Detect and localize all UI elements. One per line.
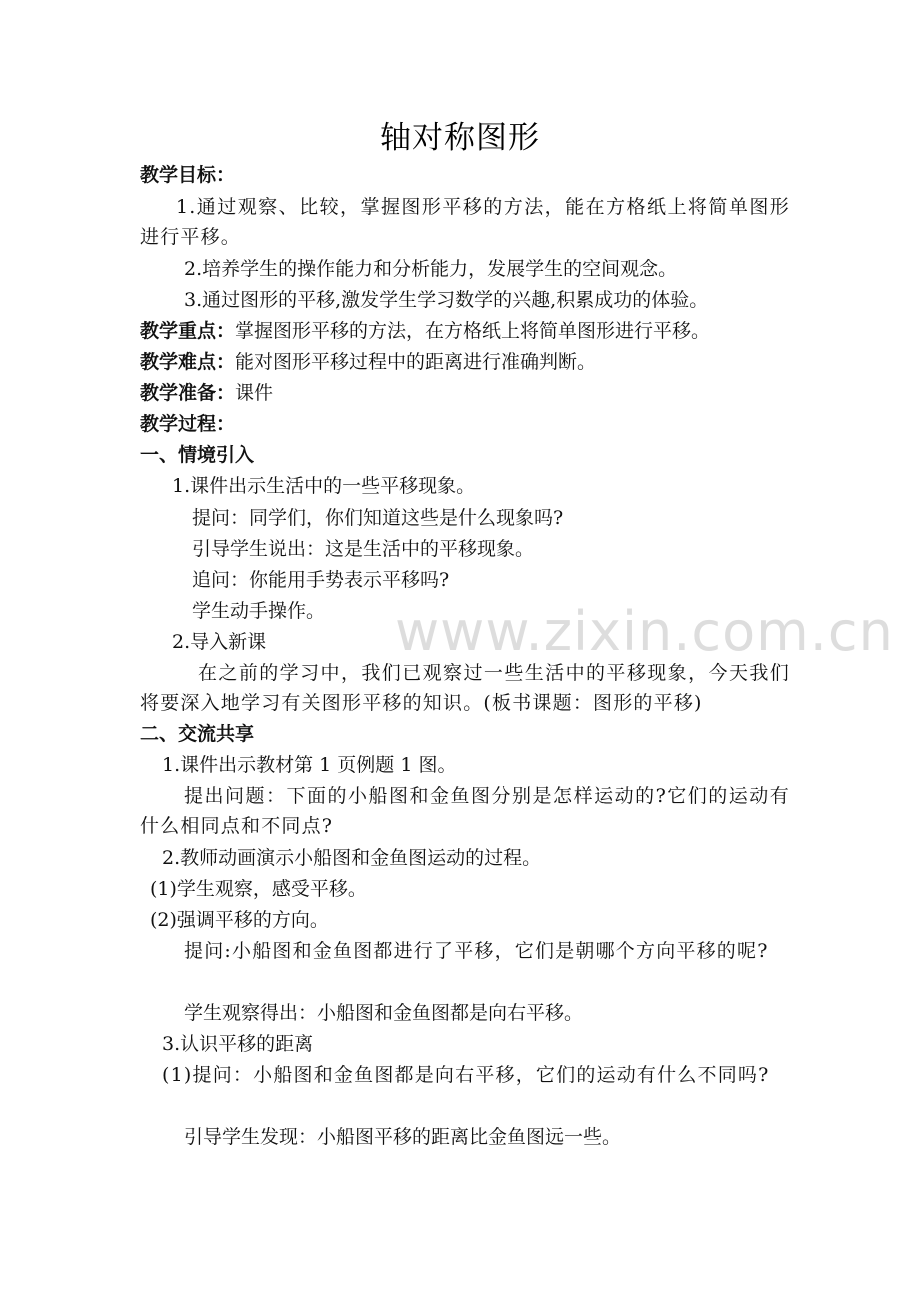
section2-step2: 2.教师动画演示小船图和金鱼图运动的过程。 [162, 847, 542, 869]
watermark: www.zixin.com.cn [395, 600, 894, 663]
objective-item: 1.通过观察、比较，掌握图形平移的方法，能在方格纸上将简单图形进行平移。 [140, 196, 790, 248]
section2-discovery: 引导学生发现：小船图平移的距离比金鱼图远一些。 [184, 1126, 622, 1148]
objective-item: 2.培养学生的操作能力和分析能力，发展学生的空间观念。 [184, 258, 678, 280]
section2-step2a: (1)学生观察，感受平移。 [150, 878, 367, 900]
section2-step3a: (1)提问：小船图和金鱼图都是向右平移，它们的运动有什么不同吗? [162, 1064, 770, 1086]
difficulty-label: 教学难点： [140, 351, 236, 373]
section1-followup: 追问：你能用手势表示平移吗? [192, 569, 450, 591]
section2-step2b: (2)强调平移的方向。 [150, 909, 329, 931]
section2-step3: 3.认识平移的距离 [162, 1033, 314, 1055]
section1-heading: 一、情境引入 [140, 444, 255, 466]
section1-step1: 1.课件出示生活中的一些平移现象。 [172, 475, 476, 497]
process-heading: 教学过程： [140, 413, 236, 435]
section1-intro-paragraph: 在之前的学习中，我们已观察过一些生活中的平移现象，今天我们将要深入地学习有关图形平移的知识。(板书课题：图形的平移) [140, 662, 790, 714]
section2-observation: 学生观察得出：小船图和金鱼图都是向右平移。 [184, 1002, 584, 1024]
objectives-heading: 教学目标： [140, 164, 236, 186]
preparation [140, 378, 790, 408]
section1-activity: 学生动手操作。 [192, 600, 326, 622]
preparation-text: 课件 [235, 382, 274, 404]
section1-guide: 引导学生说出：这是生活中的平移现象。 [192, 538, 535, 560]
section1-step2: 2.导入新课 [172, 631, 267, 653]
objective-item: 3.通过图形的平移,激发学生学习数学的兴趣,积累成功的体验。 [184, 289, 709, 311]
section1-question: 提问：同学们，你们知道这些是什么现象吗? [192, 507, 564, 529]
section2-heading: 二、交流共享 [140, 723, 255, 745]
section2-step1: 1.课件出示教材第 1 页例题 1 图。 [162, 754, 457, 776]
difficulty [140, 347, 790, 377]
difficulty-text: 能对图形平移过程中的距离进行准确判断。 [235, 351, 597, 373]
key-point-label: 教学重点： [140, 320, 236, 342]
section2-question-paragraph: 提出问题：下面的小船图和金鱼图分别是怎样运动的?它们的运动有什么相同点和不同点? [140, 785, 790, 837]
key-point [140, 316, 790, 346]
page-title: 轴对称图形 [380, 120, 540, 156]
preparation-label: 教学准备： [140, 382, 236, 404]
section2-direction-paragraph: 提问:小船图和金鱼图都进行了平移，它们是朝哪个方向平移的呢? [184, 940, 769, 962]
key-point-text: 掌握图形平移的方法，在方格纸上将简单图形进行平移。 [235, 320, 711, 342]
